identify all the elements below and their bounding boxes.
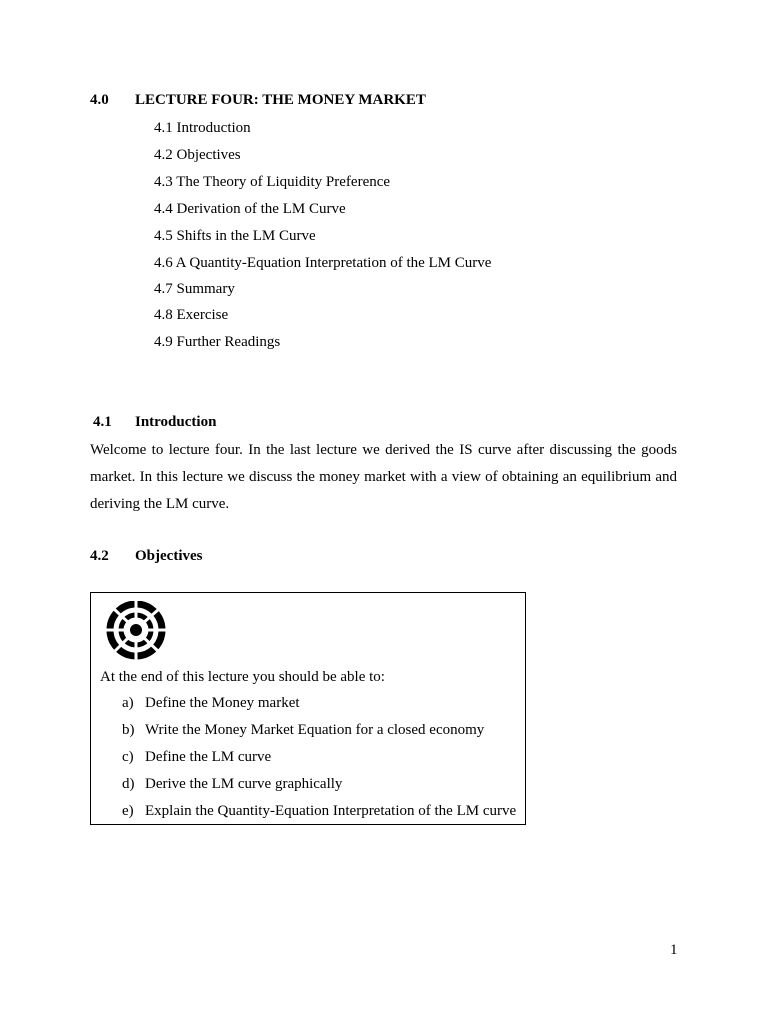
paragraph-line: Welcome to lecture four. In the last lecture we derived the IS curve after discussing the goods xyxy=(90,442,677,458)
objective-text: Write the Money Market Equation for a closed economy xyxy=(145,722,485,738)
objectives-box xyxy=(90,592,526,825)
introduction-paragraph xyxy=(90,437,677,518)
lecture-title: LECTURE FOUR: THE MONEY MARKET xyxy=(135,92,426,108)
objectives-heading xyxy=(90,548,202,565)
objective-item xyxy=(122,695,300,712)
objective-text: Define the Money market xyxy=(145,695,300,711)
objectives-lead: At the end of this lecture you should be able to: xyxy=(100,669,385,685)
section-number: 4.1 xyxy=(93,414,112,430)
introduction-heading xyxy=(93,414,216,431)
toc-item: 4.6 A Quantity-Equation Interpretation of the LM Curve xyxy=(154,255,492,271)
toc-item: 4.9 Further Readings xyxy=(154,334,281,350)
objective-item xyxy=(122,776,342,793)
paragraph-line: deriving the LM curve. xyxy=(90,496,230,512)
toc-item: 4.1 Introduction xyxy=(154,120,251,136)
toc-item: 4.7 Summary xyxy=(154,281,235,297)
toc-item: 4.2 Objectives xyxy=(154,147,241,163)
toc-item: 4.3 The Theory of Liquidity Preference xyxy=(154,174,391,190)
lecture-heading xyxy=(90,92,426,109)
page-number: 1 xyxy=(670,942,678,958)
objective-letter: e) xyxy=(122,803,134,819)
toc-item: 4.4 Derivation of the LM Curve xyxy=(154,201,346,217)
toc-item: 4.8 Exercise xyxy=(154,307,229,323)
objective-text: Explain the Quantity-Equation Interpretation of the LM curve xyxy=(145,803,517,819)
section-title: Objectives xyxy=(135,548,203,564)
objective-item xyxy=(122,749,271,766)
objective-letter: d) xyxy=(122,776,135,792)
objective-letter: b) xyxy=(122,722,135,738)
section-title: Introduction xyxy=(135,414,217,430)
toc-item: 4.5 Shifts in the LM Curve xyxy=(154,228,316,244)
section-number: 4.2 xyxy=(90,548,109,564)
objective-item xyxy=(122,722,484,739)
objective-letter: c) xyxy=(122,749,134,765)
objective-letter: a) xyxy=(122,695,134,711)
paragraph-line: market. In this lecture we discuss the money market with a view of obtaining an equilibrium and xyxy=(90,469,677,485)
target-icon xyxy=(105,601,169,661)
objective-text: Define the LM curve xyxy=(145,749,272,765)
objective-text: Derive the LM curve graphically xyxy=(145,776,343,792)
objective-item xyxy=(122,803,516,820)
lecture-number: 4.0 xyxy=(90,92,109,108)
